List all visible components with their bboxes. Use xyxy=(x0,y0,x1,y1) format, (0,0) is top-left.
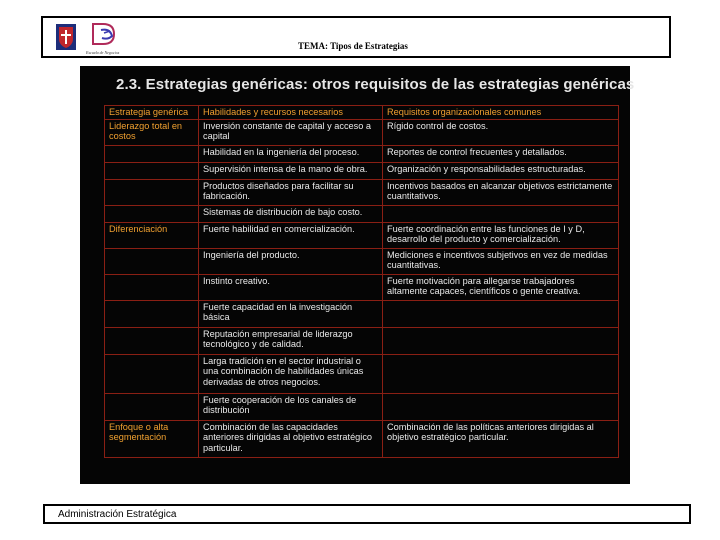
table-row xyxy=(105,300,619,327)
skill-cell: Fuerte cooperación de los canales de distribución xyxy=(199,393,383,420)
page-title: TEMA: Tipos de Estrategias xyxy=(298,41,408,51)
table-row xyxy=(105,274,619,300)
column-header: Estrategia genérica xyxy=(105,106,199,120)
skill-cell: Fuerte capacidad en la investigación básica xyxy=(199,300,383,327)
type-cell xyxy=(105,145,199,162)
column-header: Requisitos organizacionales comunes xyxy=(383,106,619,120)
header-box xyxy=(41,16,671,58)
requirement-cell xyxy=(383,393,619,420)
type-cell xyxy=(105,162,199,179)
requirement-cell: Incentivos basados en alcanzar objetivos estrictamente cuantitativos. xyxy=(383,179,619,205)
table-row xyxy=(105,420,619,457)
type-cell xyxy=(105,327,199,354)
table-row xyxy=(105,179,619,205)
table-row xyxy=(105,393,619,420)
slide-image xyxy=(80,66,635,484)
type-cell: Enfoque o alta segmentación xyxy=(105,420,199,457)
requirement-cell: Mediciones e incentivos subjetivos en vez de medidas cuantitativas. xyxy=(383,248,619,274)
type-cell xyxy=(105,179,199,205)
skill-cell: Combinación de las capacidades anteriores dirigidas al objetivo estratégico particular. xyxy=(199,420,383,457)
table-row xyxy=(105,205,619,222)
skill-cell: Fuerte habilidad en comercialización. xyxy=(199,222,383,248)
skill-cell: Ingeniería del producto. xyxy=(199,248,383,274)
table-row xyxy=(105,119,619,145)
table-row xyxy=(105,354,619,393)
table-header-row xyxy=(105,106,619,120)
type-cell xyxy=(105,205,199,222)
requirement-cell: Combinación de las políticas anteriores dirigidas al objetivo estratégico particular. xyxy=(383,420,619,457)
logo-caption: Escuela de Negocios xyxy=(86,50,120,55)
skill-cell: Reputación empresarial de liderazgo tecnológico y de calidad. xyxy=(199,327,383,354)
table-row xyxy=(105,327,619,354)
requirement-cell: Reportes de control frecuentes y detallados. xyxy=(383,145,619,162)
skill-cell: Habilidad en la ingeniería del proceso. xyxy=(199,145,383,162)
type-cell xyxy=(105,248,199,274)
type-cell xyxy=(105,300,199,327)
type-cell xyxy=(105,274,199,300)
skill-cell: Sistemas de distribución de bajo costo. xyxy=(199,205,383,222)
skill-cell: Productos diseñados para facilitar su fabricación. xyxy=(199,179,383,205)
skill-cell: Inversión constante de capital y acceso a capital xyxy=(199,119,383,145)
column-header: Habilidades y recursos necesarios xyxy=(199,106,383,120)
requirement-cell xyxy=(383,354,619,393)
skill-cell: Supervisión intensa de la mano de obra. xyxy=(199,162,383,179)
requirement-cell xyxy=(383,300,619,327)
type-cell xyxy=(105,393,199,420)
table-row xyxy=(105,248,619,274)
slide-title: 2.3. Estrategias genéricas: otros requisitos de las estrategias genéricas xyxy=(116,76,635,93)
requirement-cell xyxy=(383,205,619,222)
type-cell xyxy=(105,354,199,393)
requirement-cell xyxy=(383,327,619,354)
footer-text: Administración Estratégica xyxy=(58,509,177,520)
shield-logo-icon xyxy=(56,24,76,50)
requirement-cell: Fuerte motivación para allegarse trabajadores altamente capaces, científicos o gente creativa. xyxy=(383,274,619,300)
requirement-cell: Fuerte coordinación entre las funciones de I y D, desarrollo del producto y comercialización. xyxy=(383,222,619,248)
requirement-cell: Organización y responsabilidades estructuradas. xyxy=(383,162,619,179)
type-cell: Liderazgo total en costos xyxy=(105,119,199,145)
type-cell: Diferenciación xyxy=(105,222,199,248)
skill-cell: Larga tradición en el sector industrial o una combinación de habilidades únicas derivadas de otros negocios. xyxy=(199,354,383,393)
table-row xyxy=(105,222,619,248)
strategies-table xyxy=(104,105,619,458)
footer-box xyxy=(43,504,691,524)
skill-cell: Instinto creativo. xyxy=(199,274,383,300)
table-row xyxy=(105,145,619,162)
requirement-cell: Rígido control de costos. xyxy=(383,119,619,145)
table-row xyxy=(105,162,619,179)
